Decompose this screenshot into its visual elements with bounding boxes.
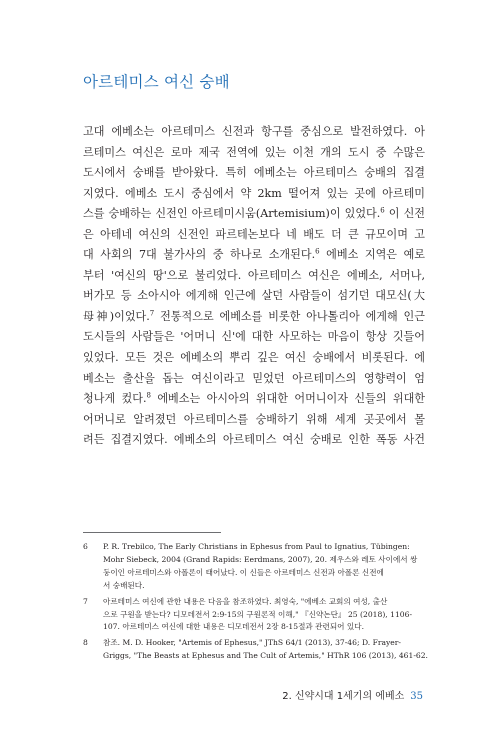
body-segment: 에베소는 아시아의 위대한 어머니이자 신들의 위대한: [150, 392, 425, 406]
body-line: 려든 집결지였다. 에베소의 아르테미스 여신 숭배로 인한 폭동 사건: [83, 433, 425, 447]
footnote-line: 서 숭배된다.: [103, 580, 145, 590]
body-segment: 전통적으로 에베소를 비롯한 아나톨리아 에게해 인근: [154, 309, 425, 323]
body-line: [83, 389, 425, 410]
body-line: 고대 에베소는 아르테미스 신전과 항구를 중심으로 발전하였다. 아: [83, 125, 425, 138]
body-segment: 청나게 컸다.: [83, 392, 147, 406]
footnote-line: 107. 아르테미스 여신에 대한 내용은 디모데전서 2장 8-15절과 관련되어 있다.: [103, 622, 364, 632]
footnote-line: Mohr Siebeck, 2004 (Grand Rapids: Eerdmans, 2007), 20. 제우스와 레토 사이에서 쌍: [103, 554, 418, 564]
footnote-line: Griggs, "The Beasts at Ephesus and The Cult of Artemis," HThR 106 (2013), 461-62.: [103, 651, 428, 661]
body-line: 베소는 출산을 돕는 여신이라고 믿었던 아르테미스의 영향력이 엄: [83, 371, 425, 385]
body-segment: 에베소 지역은 예로: [319, 248, 425, 262]
body-line: 있었다. 모든 것은 에베소의 뿌리 깊은 여신 숭배에서 비롯된다. 에: [83, 351, 425, 365]
body-line: 도시에서 숭배를 받아왔다. 특히 에베소는 아르테미스 숭배의 집결: [83, 166, 425, 180]
body-line: [83, 204, 425, 225]
body-line: 지였다. 에베소 도시 중심에서 약 2km 떨어져 있는 곳에 아르테미: [83, 186, 425, 200]
body-line: [83, 307, 425, 328]
footnote-divider: [83, 532, 221, 533]
body-line: 도시들의 사람들은 '어머니 신'에 대한 사모하는 마음이 항상 깃들어: [83, 330, 425, 344]
footnotes: [83, 541, 428, 666]
section-title: 아르테미스 여신 숭배: [83, 73, 230, 91]
body-line: 어머니로 알려졌던 아르테미스를 숭배하기 위해 세계 곳곳에서 몰: [83, 412, 425, 426]
body-text: [83, 122, 425, 451]
footnote: [83, 541, 425, 593]
footnote-ref: 8: [146, 391, 151, 400]
footnote-ref: 6: [380, 206, 385, 215]
body-segment: 이 신전: [384, 207, 425, 221]
footnote-line: 둥이인 아르테미스와 아폴론이 태어났다. 이 신들은 아르테미스 신전과 아폴론 신전에: [103, 567, 384, 577]
footnote-line: 참조. M. D. Hooker, "Artemis of Ephesus," JThS 64/1 (2013), 37-46; D. Frayer-: [103, 638, 401, 648]
footnote-line: 아르테미스 여신에 관한 내용은 다음을 참조하였다. 최영숙, "에베소 교회의 여성, 출산: [103, 596, 388, 606]
running-footer-chapter: 2. 신약시대 1세기의 에베소: [282, 691, 405, 702]
page-footer: [282, 687, 423, 702]
footnote-text: [103, 541, 425, 593]
body-line: 르테미스 여신은 로마 제국 전역에 있는 이천 개의 도시 중 수많은: [83, 145, 425, 159]
body-line: 버가모 등 소아시아 에게해 인근에 살던 사람들이 섬기던 대모신(大: [83, 289, 425, 303]
body-segment: 母神)이었다.: [83, 309, 150, 323]
body-segment: 대 사회의 7대 불가사의 중 하나로 소개된다.: [83, 248, 316, 262]
body-segment: 스를 숭배하는 신전인 아르테미시움(Artemisium)이 있었다.: [83, 207, 381, 221]
footnote-line: P. R. Trebilco, The Early Christians in Ephesus from Paul to Ignatius, Tübingen:: [103, 542, 410, 551]
page-number: 35: [410, 691, 423, 702]
footnote-number: 8: [83, 638, 88, 648]
footnote: [83, 637, 428, 663]
footnote-ref: 7: [149, 309, 155, 318]
body-line: 은 아테네 여신의 신전인 파르테논보다 네 배도 더 큰 규모이며 고: [83, 227, 425, 241]
footnote-text: [103, 637, 428, 663]
footnote-ref: 6: [315, 247, 320, 256]
footnote: [83, 596, 425, 635]
footnote-text: [103, 596, 425, 635]
body-line: 부터 '여신의 땅'으로 불리었다. 아르테미스 여신은 에베소, 서머나,: [83, 268, 425, 282]
footnote-line: 으로 구원을 받는다? 디모데전서 2:9-15의 구원론적 이해," 『신약논단』 25 (2018), 1106-: [103, 609, 413, 619]
body-line: [83, 245, 425, 266]
footnote-number: 7: [83, 596, 88, 606]
footnote-number: 6: [83, 542, 88, 551]
